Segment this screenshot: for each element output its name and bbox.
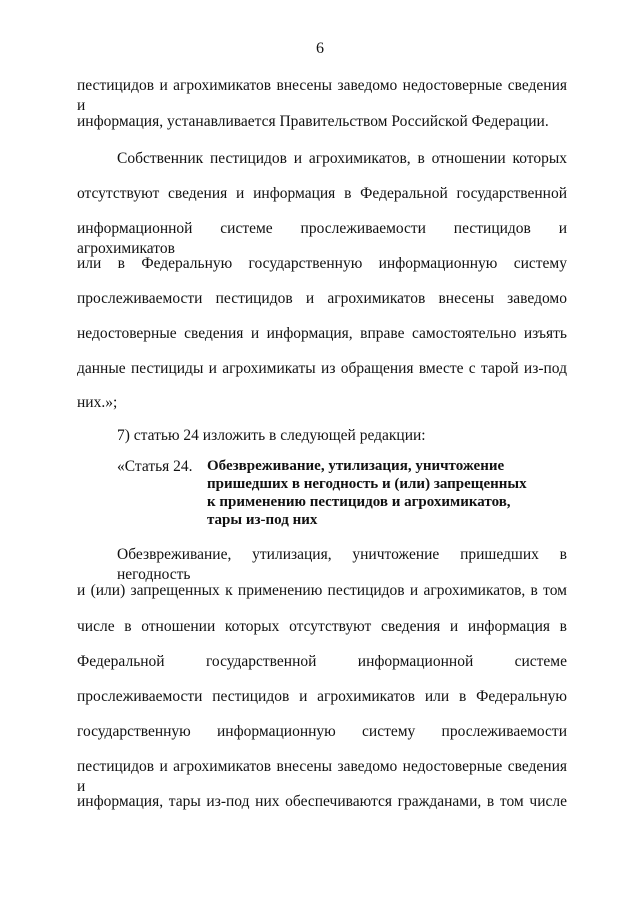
text-line: и (или) запрещенных к применению пестицидов и агрохимикатов, в том [77, 582, 567, 599]
text-line: данные пестициды и агрохимикаты из обращения вместе с тарой из-под [77, 360, 567, 377]
article-title-line: пришедших в негодность и (или) запрещенных [207, 476, 527, 492]
article-title-line: тары из-под них [207, 512, 318, 528]
text-line: недостоверные сведения и информация, вправе самостоятельно изъять [77, 325, 567, 342]
text-line: или в Федеральную государственную информационную систему [77, 255, 567, 272]
text-line: Обезвреживание, утилизация, уничтожение пришедших в негодность [117, 546, 567, 583]
text-line: пестицидов и агрохимикатов внесены заведомо недостоверные сведения и [77, 758, 567, 795]
text-line: прослеживаемости пестицидов и агрохимикатов внесены заведомо [77, 290, 567, 307]
text-line: Собственник пестицидов и агрохимикатов, в отношении которых [117, 150, 567, 167]
text-line: числе в отношении которых отсутствуют сведения и информация в [77, 618, 567, 635]
text-line: 7) статью 24 изложить в следующей редакции: [117, 427, 426, 444]
text-line: Федеральной государственной информационной системе [77, 653, 567, 670]
text-line: прослеживаемости пестицидов и агрохимикатов или в Федеральную [77, 688, 567, 705]
text-line: информация, тары из-под них обеспечиваются гражданами, в том числе [77, 793, 567, 810]
text-line: отсутствуют сведения и информация в Федеральной государственной [77, 185, 567, 202]
article-title [207, 457, 567, 529]
article-title-line: Обезвреживание, утилизация, уничтожение [207, 458, 505, 474]
article-title-line: к применению пестицидов и агрохимикатов, [207, 494, 511, 510]
page-number: 6 [316, 40, 324, 57]
text-line: информационной системе прослеживаемости пестицидов и агрохимикатов [77, 220, 567, 257]
text-line: пестицидов и агрохимикатов внесены заведомо недостоверные сведения и [77, 77, 567, 114]
text-line: информация, устанавливается Правительством Российской Федерации. [77, 113, 549, 130]
article-label: «Статья 24. [117, 458, 193, 475]
text-line: государственную информационную систему прослеживаемости [77, 723, 567, 740]
text-line: них.»; [77, 394, 118, 411]
